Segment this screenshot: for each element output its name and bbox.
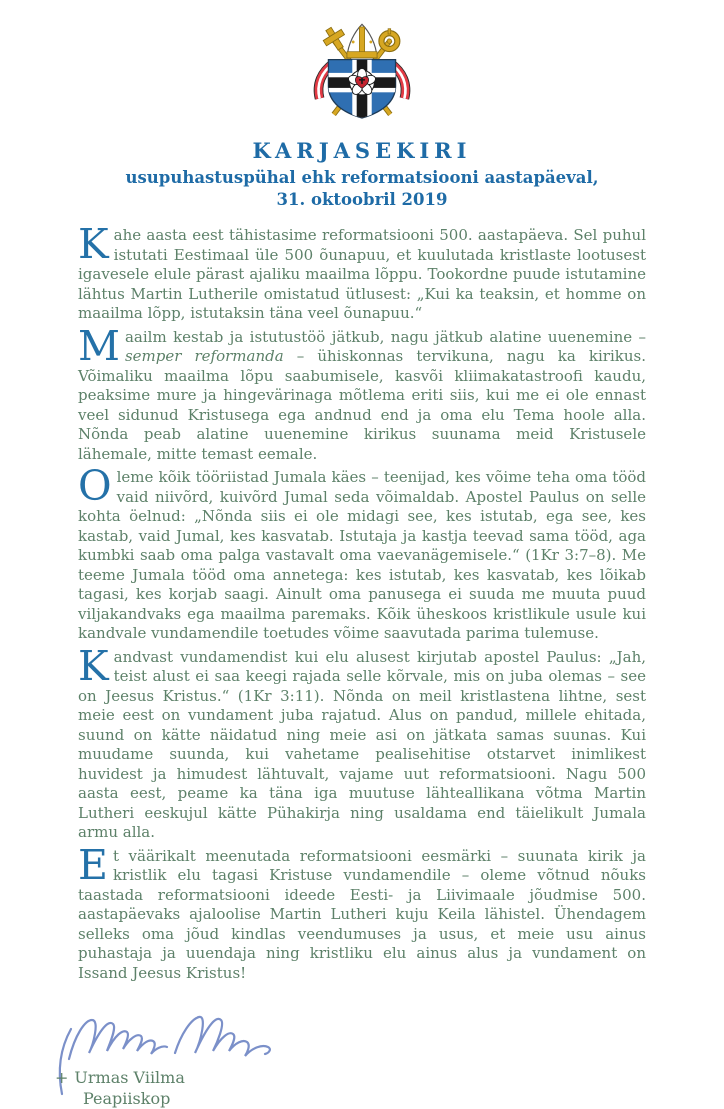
paragraph-3-text: leme kõik tööriistad Jumala käes – teenijad, kes võime teha oma tööd vaid niivõrd, kuivõrd Jumal seda võimaldab. Apostel Paulus on selle kohta öelnud: „Nõnda siis ei ole midagi see, kes istutab, ega see, kes kastab, vaid Jumal, kes kasvatab. Istutaja ja kastja teevad sama tööd, aga kumbki saab oma palga vastavalt oma vaevanägemisele.“ (1Kr 3:7–8). Me teeme Jumala tööd oma annetega: kes istutab, kes kasvatab, kes lõikab tagasi, kes korjab saagi. Ainult oma panusega ei suuda me muuta puud viljakandvaks ega maailma paremaks. Kõik üheskoos kristlikule usule kui kandvale vundamendile toetudes võime saavutada parima tulemuse. [78,468,646,642]
letter-subtitle: usupuhastuspühal ehk reformatsiooni aastapäeval, [125,168,599,187]
church-coat-of-arms-icon [309,22,415,122]
dropcap-2: M [78,321,120,370]
paragraph-4-text: andvast vundamendist kui elu alusest kirjutab apostel Paulus: „Jah, teist alust ei saa keegi rajada selle kõrvale, mis on juba olemas – see on Jeesus Kristus.“ (1Kr 3:11). Nõnda on meil kristlastena lihtne, sest meie eest on vundament juba rajatud. Alus on pandud, millele ehitada, suund on kätte näidatud ning meie asi on jätkata samas suunas. Kui muudame suunda, kui vahetame pealisehitise otstarvet inimlikest huvidest ja himudest lähtuvalt, vajame uut reformatsiooni. Nagu 500 aasta eest, peame ka täna iga muutuse lähteallikana võtma Martin Lutheri eeskujul kätte Pühakirja ning usaldama end täielikult Jumala armu alla. [78,647,646,841]
paragraph-5 [78,840,646,984]
letter-header [0,0,724,211]
signatory-name-line [55,1067,724,1088]
paragraph-5-text: t väärikalt meenutada reformatsiooni eesmärki – suunata kirik ja kristlik elu tagasi Kristuse vundamendile – oleme võtnud nõuks taastada reformatsiooni ideede Eesti- ja Liivimaale jõudmise 500. aastapäevaks ajaloolise Martin Lutheri kuju Keila lähistel. Ühendagem selleks oma jõud kindlas veendumuses ja usus, et meie usu ainus puhastaja ja uuendaja ning kristliku elu ainus alus ja vundament on Issand Jeesus Kristus! [78,846,646,982]
paragraph-1-text: ahe aasta eest tähistasime reformatsiooni 500. aastapäeva. Sel puhul istutati Eestimaal üle 500 õunapuu, et kuulutada kristlaste lootusest igavesele elule pärast ajaliku maailma lõppu. Tookordne puude istutamine lähtus Martin Lutherile omistatud ütlusest: „Kui ka teaksin, et homme on maailma lõpp, istutaksin täna veel õunapuu.“ [78,226,646,322]
paragraph-3 [78,462,646,644]
paragraph-2-text-before: aailm kestab ja istutustöö jätkub, nagu jätkub alatine uuenemine – [124,327,646,346]
dropcap-1: K [78,220,109,268]
letter-body [0,211,724,983]
dropcap-3: O [78,462,112,510]
dropcap-5: E [78,840,108,889]
signature-block [0,987,724,1109]
letter-date: 31. oktoobril 2019 [276,190,448,209]
signatory-role: Peapiiskop [83,1089,171,1108]
paragraph-1 [78,220,646,324]
paragraph-4 [78,641,646,843]
paragraph-2-italic-phrase: semper reformanda [124,347,284,365]
signatory-name: Urmas Viilma [74,1068,185,1087]
dropcap-4: K [78,641,109,690]
bishop-cross-icon: + [55,1068,69,1087]
letter-title: KARJASEKIRI [252,138,472,163]
paragraph-2-text-after: – ühiskonnas tervikuna, nagu ka kirikus. Võimaliku maailma lõpu saabumisele, kasvõi kliimakatastroofi kaudu, peaksime mure ja hingevärinaga mõtlema eriti siis, kui me ei ole ennast veel sidunud Kristusega ega andnud end ja oma elu Tema hoole alla. Nõnda peab alatine uuenemine kirikus suunama meid Kristusele lähemale, mitte temast eemale. [78,347,646,463]
paragraph-2 [78,321,646,465]
